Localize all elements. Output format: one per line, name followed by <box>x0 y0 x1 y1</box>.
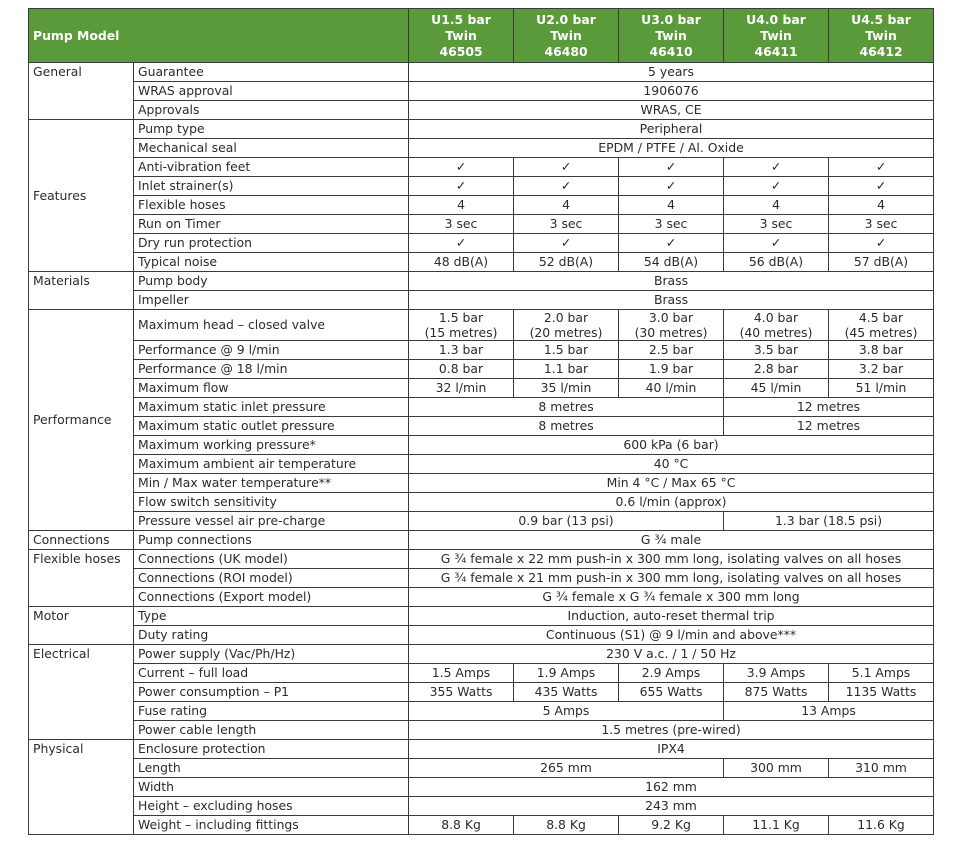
property-label: Typical noise <box>134 253 409 272</box>
property-label: Height – excluding hoses <box>134 797 409 816</box>
spec-value: 3.9 Amps <box>724 664 829 683</box>
spec-value: 0.9 bar (13 psi) <box>409 512 724 531</box>
property-label: WRAS approval <box>134 82 409 101</box>
property-label: Pressure vessel air pre-charge <box>134 512 409 531</box>
spec-value <box>619 310 724 341</box>
spec-value: 1.9 bar <box>619 360 724 379</box>
spec-row <box>29 101 934 120</box>
group-label: Connections <box>29 531 134 550</box>
spec-value: 1906076 <box>409 82 934 101</box>
model-code: 46412 <box>859 43 903 59</box>
spec-row <box>29 474 934 493</box>
checkmark-icon: ✓ <box>514 158 619 177</box>
spec-value: 1135 Watts <box>829 683 934 702</box>
property-label: Connections (Export model) <box>134 588 409 607</box>
spec-value: 875 Watts <box>724 683 829 702</box>
spec-value: 5 Amps <box>409 702 724 721</box>
spec-value: 1.1 bar <box>514 360 619 379</box>
group-label: Features <box>29 120 134 272</box>
spec-value: EPDM / PTFE / Al. Oxide <box>409 139 934 158</box>
spec-value: Min 4 °C / Max 65 °C <box>409 474 934 493</box>
model-name: U3.0 bar <box>641 11 701 27</box>
property-label: Maximum working pressure* <box>134 436 409 455</box>
spec-value: 4 <box>724 196 829 215</box>
spec-row <box>29 120 934 139</box>
property-label: Maximum head – closed valve <box>134 310 409 341</box>
property-label: Length <box>134 759 409 778</box>
spec-value: 3 sec <box>409 215 514 234</box>
spec-row <box>29 234 934 253</box>
model-code: 46410 <box>649 43 693 59</box>
spec-value <box>829 310 934 341</box>
spec-value: 5 years <box>409 63 934 82</box>
spec-value: G ¾ male <box>409 531 934 550</box>
property-label: Enclosure protection <box>134 740 409 759</box>
spec-row <box>29 417 934 436</box>
group-label: General <box>29 63 134 120</box>
spec-value: 11.6 Kg <box>829 816 934 835</box>
spec-value: 310 mm <box>829 759 934 778</box>
spec-value: 243 mm <box>409 797 934 816</box>
property-label: Type <box>134 607 409 626</box>
model-type: Twin <box>865 27 897 43</box>
spec-value: WRAS, CE <box>409 101 934 120</box>
model-type: Twin <box>550 27 582 43</box>
checkmark-icon: ✓ <box>409 158 514 177</box>
checkmark-icon: ✓ <box>829 158 934 177</box>
spec-value: 45 l/min <box>724 379 829 398</box>
spec-value: 8 metres <box>409 417 724 436</box>
spec-row <box>29 341 934 360</box>
value-line: 2.0 bar <box>543 310 589 325</box>
checkmark-icon: ✓ <box>409 177 514 196</box>
property-label: Maximum static outlet pressure <box>134 417 409 436</box>
spec-value: 8.8 Kg <box>409 816 514 835</box>
property-label: Impeller <box>134 291 409 310</box>
spec-value: 300 mm <box>724 759 829 778</box>
spec-value: 11.1 Kg <box>724 816 829 835</box>
spec-value: 2.9 Amps <box>619 664 724 683</box>
property-label: Performance @ 18 l/min <box>134 360 409 379</box>
spec-value: 4 <box>409 196 514 215</box>
model-type: Twin <box>655 27 687 43</box>
spec-value: 1.3 bar (18.5 psi) <box>724 512 934 531</box>
spec-row <box>29 740 934 759</box>
model-name: U4.5 bar <box>851 11 911 27</box>
spec-value: 0.6 l/min (approx) <box>409 493 934 512</box>
spec-value: Brass <box>409 291 934 310</box>
property-label: Width <box>134 778 409 797</box>
group-label: Performance <box>29 310 134 531</box>
value-line: (40 metres) <box>739 325 813 340</box>
spec-value: 12 metres <box>724 417 934 436</box>
spec-value <box>514 310 619 341</box>
spec-row <box>29 82 934 101</box>
spec-value: 8.8 Kg <box>514 816 619 835</box>
spec-value: 3 sec <box>829 215 934 234</box>
spec-row <box>29 569 934 588</box>
spec-value: 2.8 bar <box>724 360 829 379</box>
spec-value: 5.1 Amps <box>829 664 934 683</box>
spec-row <box>29 797 934 816</box>
spec-row <box>29 588 934 607</box>
property-label: Current – full load <box>134 664 409 683</box>
spec-value <box>409 310 514 341</box>
spec-value: 3 sec <box>724 215 829 234</box>
spec-row <box>29 215 934 234</box>
property-label: Flexible hoses <box>134 196 409 215</box>
spec-value: 355 Watts <box>409 683 514 702</box>
property-label: Duty rating <box>134 626 409 645</box>
spec-value: 600 kPa (6 bar) <box>409 436 934 455</box>
checkmark-icon: ✓ <box>724 177 829 196</box>
model-name: U1.5 bar <box>431 11 491 27</box>
model-name: U2.0 bar <box>536 11 596 27</box>
property-label: Approvals <box>134 101 409 120</box>
property-label: Flow switch sensitivity <box>134 493 409 512</box>
spec-row <box>29 759 934 778</box>
group-label: Flexible hoses <box>29 550 134 607</box>
spec-value: Brass <box>409 272 934 291</box>
spec-value: 4 <box>829 196 934 215</box>
model-type: Twin <box>445 27 477 43</box>
value-line: (20 metres) <box>529 325 603 340</box>
spec-value: G ¾ female x 21 mm push-in x 300 mm long, isolating valves on all hoses <box>409 569 934 588</box>
property-label: Power consumption – P1 <box>134 683 409 702</box>
spec-value: 2.5 bar <box>619 341 724 360</box>
checkmark-icon: ✓ <box>514 177 619 196</box>
spec-value: Continuous (S1) @ 9 l/min and above*** <box>409 626 934 645</box>
spec-row <box>29 607 934 626</box>
property-label: Fuse rating <box>134 702 409 721</box>
value-line: (45 metres) <box>844 325 918 340</box>
spec-value: 1.5 Amps <box>409 664 514 683</box>
property-label: Maximum static inlet pressure <box>134 398 409 417</box>
spec-row <box>29 664 934 683</box>
spec-row <box>29 379 934 398</box>
spec-value: 8 metres <box>409 398 724 417</box>
property-label: Power supply (Vac/Ph/Hz) <box>134 645 409 664</box>
group-label: Physical <box>29 740 134 835</box>
spec-row <box>29 360 934 379</box>
checkmark-icon: ✓ <box>619 234 724 253</box>
spec-value: 3 sec <box>619 215 724 234</box>
model-code: 46505 <box>439 43 483 59</box>
spec-value: 35 l/min <box>514 379 619 398</box>
spec-value: 48 dB(A) <box>409 253 514 272</box>
spec-value: 3.8 bar <box>829 341 934 360</box>
spec-row <box>29 272 934 291</box>
spec-value: G ¾ female x G ¾ female x 300 mm long <box>409 588 934 607</box>
spec-row <box>29 310 934 341</box>
spec-value: 265 mm <box>409 759 724 778</box>
spec-value: 4 <box>514 196 619 215</box>
group-label: Materials <box>29 272 134 310</box>
property-label: Performance @ 9 l/min <box>134 341 409 360</box>
spec-value: 1.3 bar <box>409 341 514 360</box>
value-line: 1.5 bar <box>438 310 484 325</box>
spec-row <box>29 291 934 310</box>
property-label: Pump type <box>134 120 409 139</box>
checkmark-icon: ✓ <box>409 234 514 253</box>
checkmark-icon: ✓ <box>619 158 724 177</box>
spec-row <box>29 626 934 645</box>
spec-value: 3.5 bar <box>724 341 829 360</box>
header-model-1 <box>409 9 514 63</box>
spec-row <box>29 550 934 569</box>
spec-value: 435 Watts <box>514 683 619 702</box>
spec-value: 12 metres <box>724 398 934 417</box>
spec-row <box>29 455 934 474</box>
pump-spec-table <box>28 8 934 835</box>
spec-row <box>29 531 934 550</box>
spec-value: 51 l/min <box>829 379 934 398</box>
spec-value: 1.5 bar <box>514 341 619 360</box>
spec-value: 13 Amps <box>724 702 934 721</box>
spec-row <box>29 721 934 740</box>
spec-row <box>29 436 934 455</box>
spec-row <box>29 253 934 272</box>
model-code: 46480 <box>544 43 588 59</box>
value-line: 4.5 bar <box>858 310 904 325</box>
spec-row <box>29 177 934 196</box>
spec-value: 32 l/min <box>409 379 514 398</box>
spec-row <box>29 139 934 158</box>
property-label: Maximum ambient air temperature <box>134 455 409 474</box>
spec-value: 4 <box>619 196 724 215</box>
spec-value <box>724 310 829 341</box>
property-label: Mechanical seal <box>134 139 409 158</box>
spec-value: 52 dB(A) <box>514 253 619 272</box>
spec-row <box>29 816 934 835</box>
model-type: Twin <box>760 27 792 43</box>
checkmark-icon: ✓ <box>514 234 619 253</box>
spec-value: 56 dB(A) <box>724 253 829 272</box>
checkmark-icon: ✓ <box>619 177 724 196</box>
model-name: U4.0 bar <box>746 11 806 27</box>
spec-value: 1.5 metres (pre-wired) <box>409 721 934 740</box>
value-line: (30 metres) <box>634 325 708 340</box>
header-pump-model-label: Pump Model <box>29 9 409 63</box>
spec-value: 54 dB(A) <box>619 253 724 272</box>
checkmark-icon: ✓ <box>724 234 829 253</box>
property-label: Guarantee <box>134 63 409 82</box>
spec-row <box>29 683 934 702</box>
spec-value: G ¾ female x 22 mm push-in x 300 mm long, isolating valves on all hoses <box>409 550 934 569</box>
spec-row <box>29 778 934 797</box>
spec-value: Peripheral <box>409 120 934 139</box>
spec-row <box>29 196 934 215</box>
spec-row <box>29 512 934 531</box>
spec-value: 162 mm <box>409 778 934 797</box>
spec-row <box>29 645 934 664</box>
property-label: Maximum flow <box>134 379 409 398</box>
checkmark-icon: ✓ <box>829 234 934 253</box>
spec-value: 3.2 bar <box>829 360 934 379</box>
spec-row <box>29 63 934 82</box>
property-label: Anti-vibration feet <box>134 158 409 177</box>
spec-value: 9.2 Kg <box>619 816 724 835</box>
spec-value: 1.9 Amps <box>514 664 619 683</box>
spec-row <box>29 702 934 721</box>
spec-body <box>29 63 934 835</box>
spec-value: 655 Watts <box>619 683 724 702</box>
spec-value: 57 dB(A) <box>829 253 934 272</box>
value-line: 4.0 bar <box>753 310 799 325</box>
property-label: Inlet strainer(s) <box>134 177 409 196</box>
header-row <box>29 9 934 63</box>
property-label: Run on Timer <box>134 215 409 234</box>
property-label: Min / Max water temperature** <box>134 474 409 493</box>
spec-row <box>29 398 934 417</box>
value-line: (15 metres) <box>424 325 498 340</box>
header-model-2 <box>514 9 619 63</box>
checkmark-icon: ✓ <box>724 158 829 177</box>
property-label: Pump body <box>134 272 409 291</box>
spec-value: 40 °C <box>409 455 934 474</box>
group-label: Electrical <box>29 645 134 740</box>
header-model-5 <box>829 9 934 63</box>
spec-value: 0.8 bar <box>409 360 514 379</box>
spec-value: IPX4 <box>409 740 934 759</box>
property-label: Pump connections <box>134 531 409 550</box>
property-label: Power cable length <box>134 721 409 740</box>
value-line: 3.0 bar <box>648 310 694 325</box>
spec-value: Induction, auto-reset thermal trip <box>409 607 934 626</box>
group-label: Motor <box>29 607 134 645</box>
property-label: Dry run protection <box>134 234 409 253</box>
header-model-3 <box>619 9 724 63</box>
property-label: Connections (UK model) <box>134 550 409 569</box>
spec-row <box>29 158 934 177</box>
header-model-4 <box>724 9 829 63</box>
property-label: Weight – including fittings <box>134 816 409 835</box>
checkmark-icon: ✓ <box>829 177 934 196</box>
model-code: 46411 <box>754 43 798 59</box>
spec-value: 40 l/min <box>619 379 724 398</box>
spec-row <box>29 493 934 512</box>
property-label: Connections (ROI model) <box>134 569 409 588</box>
spec-value: 230 V a.c. / 1 / 50 Hz <box>409 645 934 664</box>
spec-value: 3 sec <box>514 215 619 234</box>
